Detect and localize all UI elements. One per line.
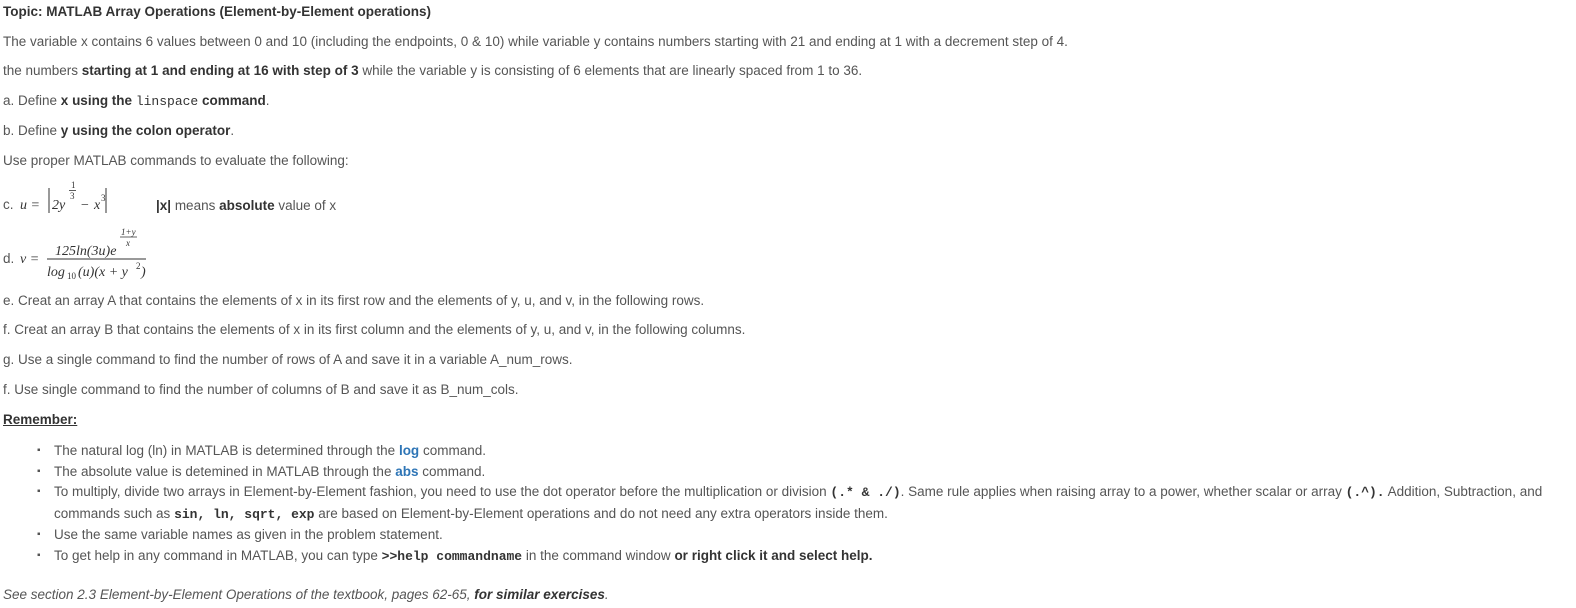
- item-a-post: .: [265, 93, 270, 108]
- item-d-formula-svg: [3, 222, 303, 284]
- intro-line-1: The variable x contains 6 values between 0 and 10 (including the endpoints, 0 & 10) while variable y contains numbers starting with 21 and ending at 1 with a decrement step of 4.: [3, 34, 1068, 49]
- list-item: [37, 482, 1567, 525]
- item-a-var: x: [60, 93, 69, 108]
- item-a-bold1: using the: [68, 93, 136, 108]
- item-d-num-exp-num: 1+y: [121, 227, 136, 237]
- b5-bold: or right click it and select help.: [674, 547, 873, 563]
- item-e: e. Creat an array A that contains the elements of x in its first row and the elements of y, u, and v, in the following rows.: [3, 293, 705, 308]
- footer-bold: for similar exercises: [474, 587, 605, 602]
- item-b-bold: using the colon operator: [68, 123, 231, 138]
- b1-pre: The natural log (ln) in MATLAB is determined through the: [54, 443, 399, 458]
- item-c-lhs: u =: [20, 198, 40, 213]
- b1-post: command.: [419, 443, 486, 458]
- item-a: [3, 92, 270, 111]
- use-proper-line: Use proper MATLAB commands to evaluate the following:: [3, 153, 349, 168]
- intro2-post: while the variable y is consisting of 6 elements that are linearly spaced from 1 to 36.: [358, 63, 863, 78]
- item-d-num-main: 125ln(3u)e: [55, 244, 117, 259]
- item-c-note-pre: means: [171, 198, 220, 213]
- remember-heading: Remember:: [3, 412, 78, 427]
- intro2-bold: starting at 1 and ending at 16 with step of 3: [81, 63, 359, 78]
- item-c-note: [156, 197, 336, 215]
- b3-ops2: (.^).: [1345, 485, 1385, 500]
- item-c-note-var: |x|: [156, 198, 172, 213]
- item-d-label: d.: [3, 251, 15, 266]
- list-item: ▪ Use the same variable names as given in the problem statement.: [37, 525, 1567, 546]
- item-a-bold2: command: [198, 93, 266, 108]
- item-f-second: f. Use single command to find the number of columns of B and save it as B_num_cols.: [3, 382, 519, 397]
- b3-cmds: sin, ln, sqrt, exp: [174, 506, 315, 522]
- item-d-den-log: log: [47, 265, 65, 280]
- b3-mid: . Same rule applies when raising array to a power, whether scalar or array: [900, 484, 1346, 499]
- item-d-lhs: v =: [20, 252, 40, 267]
- list-item: [37, 546, 1567, 568]
- b5-mid: in the command window: [522, 547, 675, 563]
- item-c-coef: 2y: [52, 198, 66, 213]
- intro2-pre: the numbers: [3, 63, 82, 78]
- b3-pre: To multiply, divide two arrays in Element-by-Element fashion, you need to use the dot operator before the multiplication or division: [54, 484, 831, 499]
- item-d-den-sub: 10: [67, 271, 76, 281]
- item-d-den-rest: (u)(x + y: [78, 265, 128, 280]
- intro-line-2: [3, 62, 862, 80]
- footer-post: .: [604, 587, 609, 602]
- item-c-label: c.: [3, 197, 14, 212]
- footer-pre: See section 2.3 Element-by-Element Operations of the textbook, pages 62-65,: [3, 587, 475, 602]
- item-c-note-bold: absolute: [219, 198, 275, 213]
- log-keyword: log: [398, 443, 420, 458]
- item-c-exp-num: 1: [71, 180, 76, 190]
- item-c-x3: x: [94, 198, 101, 213]
- list-item: [37, 462, 1567, 483]
- b3-ops1: (.* & ./): [830, 485, 901, 500]
- b5-code: >>help commandname: [381, 548, 523, 564]
- item-b-post: .: [230, 123, 235, 138]
- item-c-formula: [3, 178, 383, 218]
- item-c-x3-exp: 3: [101, 193, 106, 203]
- b2-pre: The absolute value is detemined in MATLAB through the: [54, 463, 396, 479]
- b5-pre: To get help in any command in MATLAB, you can type: [54, 547, 382, 563]
- item-d-den-sq: 2: [136, 261, 141, 271]
- footer-note: [3, 586, 609, 604]
- item-b-var: y: [60, 123, 69, 138]
- item-b-pre: b. Define: [3, 123, 61, 138]
- item-b: [3, 122, 234, 140]
- b3-mid2: Addition, Subtraction, and commands such as: [54, 484, 1543, 521]
- page-title: Topic: MATLAB Array Operations (Element-by-Element operations): [3, 4, 432, 19]
- item-a-pre: a. Define: [3, 93, 61, 108]
- list-item: [37, 441, 1567, 462]
- item-d-num-exp-den: x: [126, 238, 130, 248]
- abs-keyword: abs: [395, 463, 419, 479]
- remember-list: [37, 441, 1567, 567]
- b2-post: command.: [418, 463, 486, 479]
- item-c-minus: −: [81, 198, 89, 213]
- item-a-code: linspace: [135, 94, 199, 109]
- item-f-first: f. Creat an array B that contains the elements of x in its first column and the elements of y, u, and v, in the following columns.: [3, 322, 746, 337]
- item-c-exp-den: 3: [70, 191, 75, 201]
- item-g: g. Use a single command to find the number of rows of A and save it in a variable A_num_rows.: [3, 352, 573, 367]
- item-d-formula: [3, 222, 303, 284]
- b3-post: are based on Element-by-Element operations and do not need any extra operators inside them.: [314, 505, 888, 521]
- item-d-den-close: ): [141, 265, 146, 280]
- item-c-note-post: value of x: [274, 198, 337, 213]
